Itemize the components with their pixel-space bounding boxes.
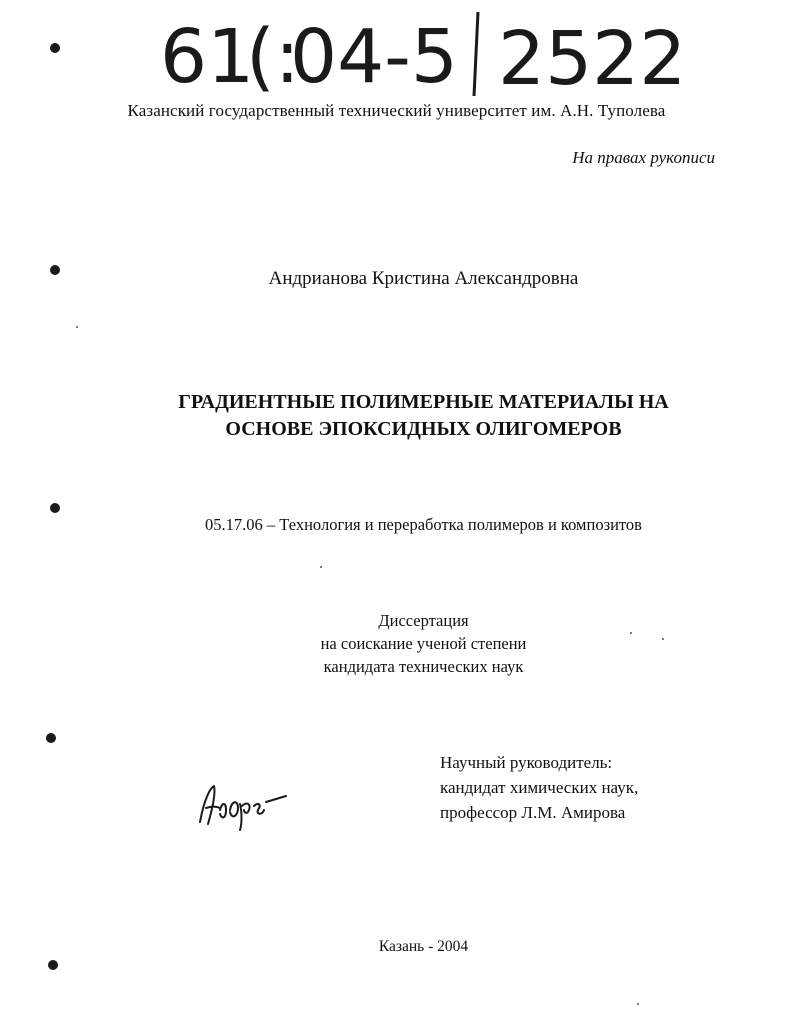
manuscript-rights: На правах рукописи — [572, 148, 715, 167]
advisor-line-3: профессор Л.М. Амирова — [440, 803, 626, 822]
specialty-code: 05.17.06 – Технология и переработка полимеров и композитов — [205, 515, 642, 534]
dissertation-line-1: Диссертация — [378, 611, 469, 630]
catalog-number-right: 2522 — [498, 16, 687, 100]
thesis-title-line-2: ОСНОВЕ ЭПОКСИДНЫХ ОЛИГОМЕРОВ — [225, 418, 622, 440]
binder-hole — [50, 265, 60, 275]
dissertation-block — [0, 609, 793, 678]
advisor-line-1: Научный руководитель: — [440, 753, 613, 772]
advisor-line-2: кандидат химических наук, — [440, 778, 639, 797]
dissertation-line-2: на соискание ученой степени — [320, 634, 527, 653]
scan-speck — [76, 326, 78, 328]
catalog-number-separator: (: — [246, 14, 300, 100]
dissertation-line-3: кандидата технических наук — [323, 657, 524, 676]
thesis-title — [0, 389, 793, 443]
signature — [196, 780, 288, 832]
scan-speck — [320, 566, 322, 568]
city-year: Казань - 2004 — [378, 938, 469, 955]
binder-hole — [46, 733, 56, 743]
binder-hole — [48, 960, 58, 970]
university-name: Казанский государственный технический университет им. А.Н. Туполева — [127, 101, 666, 120]
catalog-number — [160, 8, 720, 100]
catalog-divider — [474, 12, 478, 96]
scan-speck — [637, 1003, 639, 1005]
binder-hole — [50, 43, 60, 53]
catalog-number-left: 61 — [160, 14, 255, 100]
advisor-block — [440, 750, 638, 825]
author-name: Андрианова Кристина Александровна — [268, 268, 579, 289]
scan-speck — [662, 638, 664, 640]
scan-speck — [630, 632, 632, 634]
catalog-number-middle: 04-5 — [290, 14, 458, 100]
binder-hole — [50, 503, 60, 513]
thesis-title-line-1: ГРАДИЕНТНЫЕ ПОЛИМЕРНЫЕ МАТЕРИАЛЫ НА — [178, 391, 669, 413]
